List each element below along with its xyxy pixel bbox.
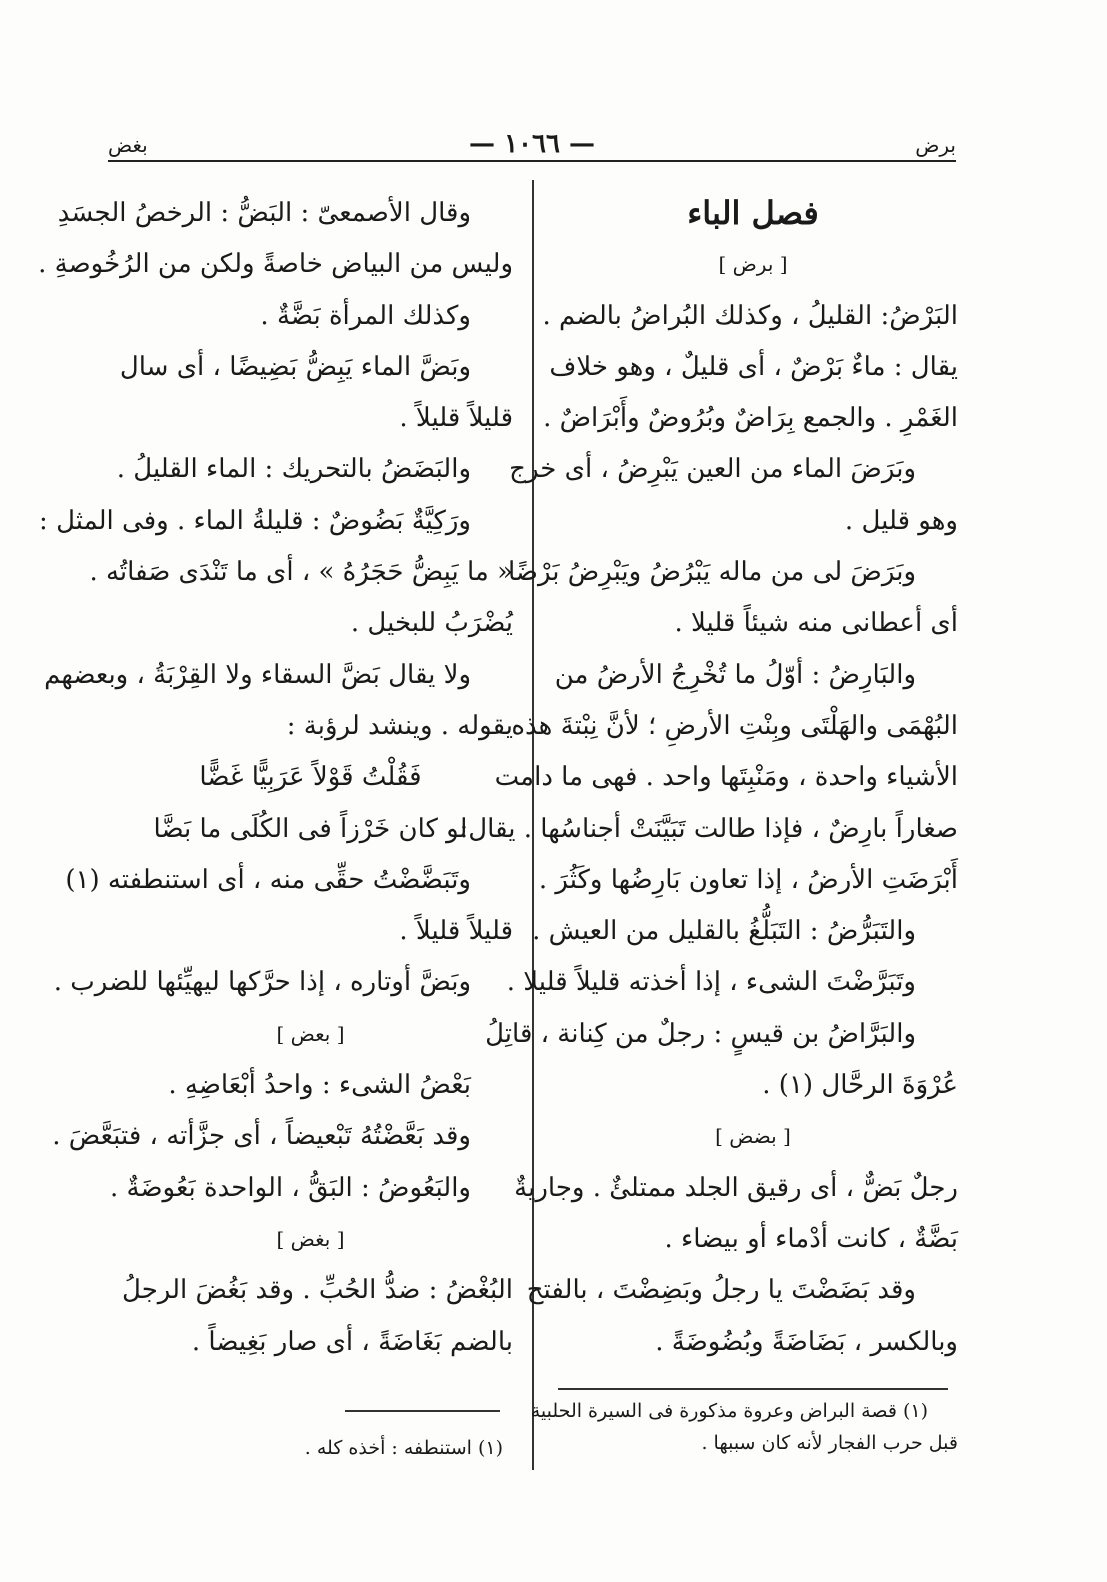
text-line: صغاراً بارِضٌ ، فإذا طالت تَبَيَّنَتْ أجناسُها . يقال: [459,813,958,844]
text-line: عُرْوَةَ الرحَّال (١) . [762,1070,958,1101]
text-line: يقوله . وينشد لرؤبة : [286,710,513,741]
text-line: البَرْضُ: القليلُ ، وكذلك البُراضُ بالضم . [542,300,958,331]
text-line: البُهْمَى والهَلْتَى وبِنْتِ الأرضِ ؛ لأنَّ نِبْتةَ هذه [511,710,958,741]
footnote-right [530,1395,958,1459]
section-label-badd: [ بضض ] [715,1124,791,1149]
text-line: وتَبَضَّضْتُ حقِّى منه ، أى استنطفته (١) [65,864,471,895]
text-line: بَضَّةٌ ، كانت أدْماء أو بيضاء . [664,1223,958,1254]
text-line: وقال الأصمعىّ : البَضُّ : الرخصُ الجسَدِ [57,198,471,228]
text-line: والبَارِضُ : أوّلُ ما تُخْرِجُ الأرضُ من [554,659,916,690]
text-line: والبَضَضُ بالتحريك : الماء القليلُ . [116,454,471,485]
text-line: وهو قليل . [844,505,958,536]
text-line: قليلاً قليلاً . [399,403,513,434]
left-column [38,188,513,1368]
page-number: — ١٠٦٦ — [469,129,595,159]
text-line: وكذلك المرأة بَضَّةٌ . [260,300,471,331]
text-line: والتَبَرُّضُ : التَبَلُّغُ بالقليل من العيش . [532,916,916,947]
text-line: أَبْرَضَتِ الأرضُ ، إذا تعاون بَارِضُها وكَثُرَ . [538,864,958,895]
footnote-rule-left [345,1410,500,1412]
chapter-title: فصل الباء [687,194,819,232]
text-line: وبَرَضَ الماء من العين يَبْرِضُ ، أى خرج [509,454,916,485]
text-line: وقد بَضَضْتَ يا رجلُ وبَضِضْتَ ، بالفتح [526,1275,916,1306]
text-line: وتَبَرَّضْتَ الشىء ، إذا أخذته قليلاً قليلا . [506,967,916,998]
verse-line: فَقُلْتُ قَوْلاً عَرَبِيًّا غَضًّا [199,762,422,793]
text-line: الغَمْرِ . والجمع بِرَاضٌ وبُرُوضٌ وأَبْرَاضٌ . [543,403,958,434]
text-line: يُضْرَبُ للبخيل . [350,608,513,639]
footnote-rule-right [558,1388,948,1390]
text-line: وبَرَضَ لى من ماله يَبْرُضُ ويَبْرِضُ بَرْضًا [507,557,916,588]
text-line: بالضم بَغَاضَةً ، أى صار بَغِيضاً . [191,1326,513,1357]
header-right-word: برض [915,133,956,157]
text-line: أى أعطانى منه شيئاً قليلا . [674,608,958,639]
text-line: قليلاً قليلاً . [399,916,513,947]
text-line: وقد بَعَّضْتُهُ تَبْعيضاً ، أى جزَّأته ، فتبَعَّضَ . [52,1121,471,1152]
text-line: يقال : ماءٌ بَرْضٌ ، أى قليلٌ ، وهو خلاف [549,351,958,382]
footnote-left [108,1432,513,1464]
text-line: وبَضَّ الماء يَبِضُّ بَضِيضًا ، أى سال [119,351,471,382]
footnote-line: قبل حرب الفجار لأنه كان سببها . [701,1432,958,1454]
footnote-line: (١) استنطفه : أخذه كله . [304,1437,503,1459]
right-column [459,188,958,1368]
section-label-bad: [ بعض ] [276,1021,345,1046]
text-line: ورَكِيَّةٌ بَضُوضٌ : قليلةُ الماء . وفى المثل : [39,505,471,536]
section-label-bughd: [ بغض ] [276,1226,345,1251]
page-header [108,129,956,163]
text-line: وليس من البياض خاصةً ولكن من الرُخُوصةِ . [38,249,513,280]
text-line: ولا يقال بَضَّ السقاء ولا القِرْبَةُ ، وبعضهم [44,659,471,690]
text-line: الأشياء واحدة ، ومَنْبِتَها واحد . فهى ما دامت [494,762,958,793]
text-line: والبَعُوضُ : البَقُّ ، الواحدة بَعُوضَةٌ . [109,1172,471,1203]
text-line: بَعْضُ الشىء : واحدُ أبْعَاضِهِ . [168,1070,471,1101]
text-line: البُغْضُ : ضدُّ الحُبِّ . وقد بَغُضَ الرجلُ [122,1275,513,1306]
text-line: رجلٌ بَضٌّ ، أى رقيق الجلد ممتلئٌ . وجاريةٌ [514,1172,958,1203]
section-label-bard: [ برض ] [718,252,788,277]
text-line: وبالكسر ، بَضَاضَةً وبُضُوضَةً . [655,1326,958,1357]
text-line: وبَضَّ أوتاره ، إذا حرَّكها ليهيِّئها للضرب . [53,967,471,998]
header-rule [108,160,956,162]
header-left-word: بغض [108,133,148,157]
footnote-line: (١) قصة البراض وعروة مذكورة فى السيرة الحلبية [530,1400,928,1422]
verse-line: لو كان خَرْزاً فى الكُلَى ما بَضَّا [153,813,468,844]
text-line: « ما يَبِضُّ حَجَرُهُ » ، أى ما تَنْدَى صَفاتُه . [89,557,513,588]
text-line: والبَرَّاضُ بن قيسٍ : رجلٌ من كِنانة ، قاتِلُ [485,1018,916,1049]
